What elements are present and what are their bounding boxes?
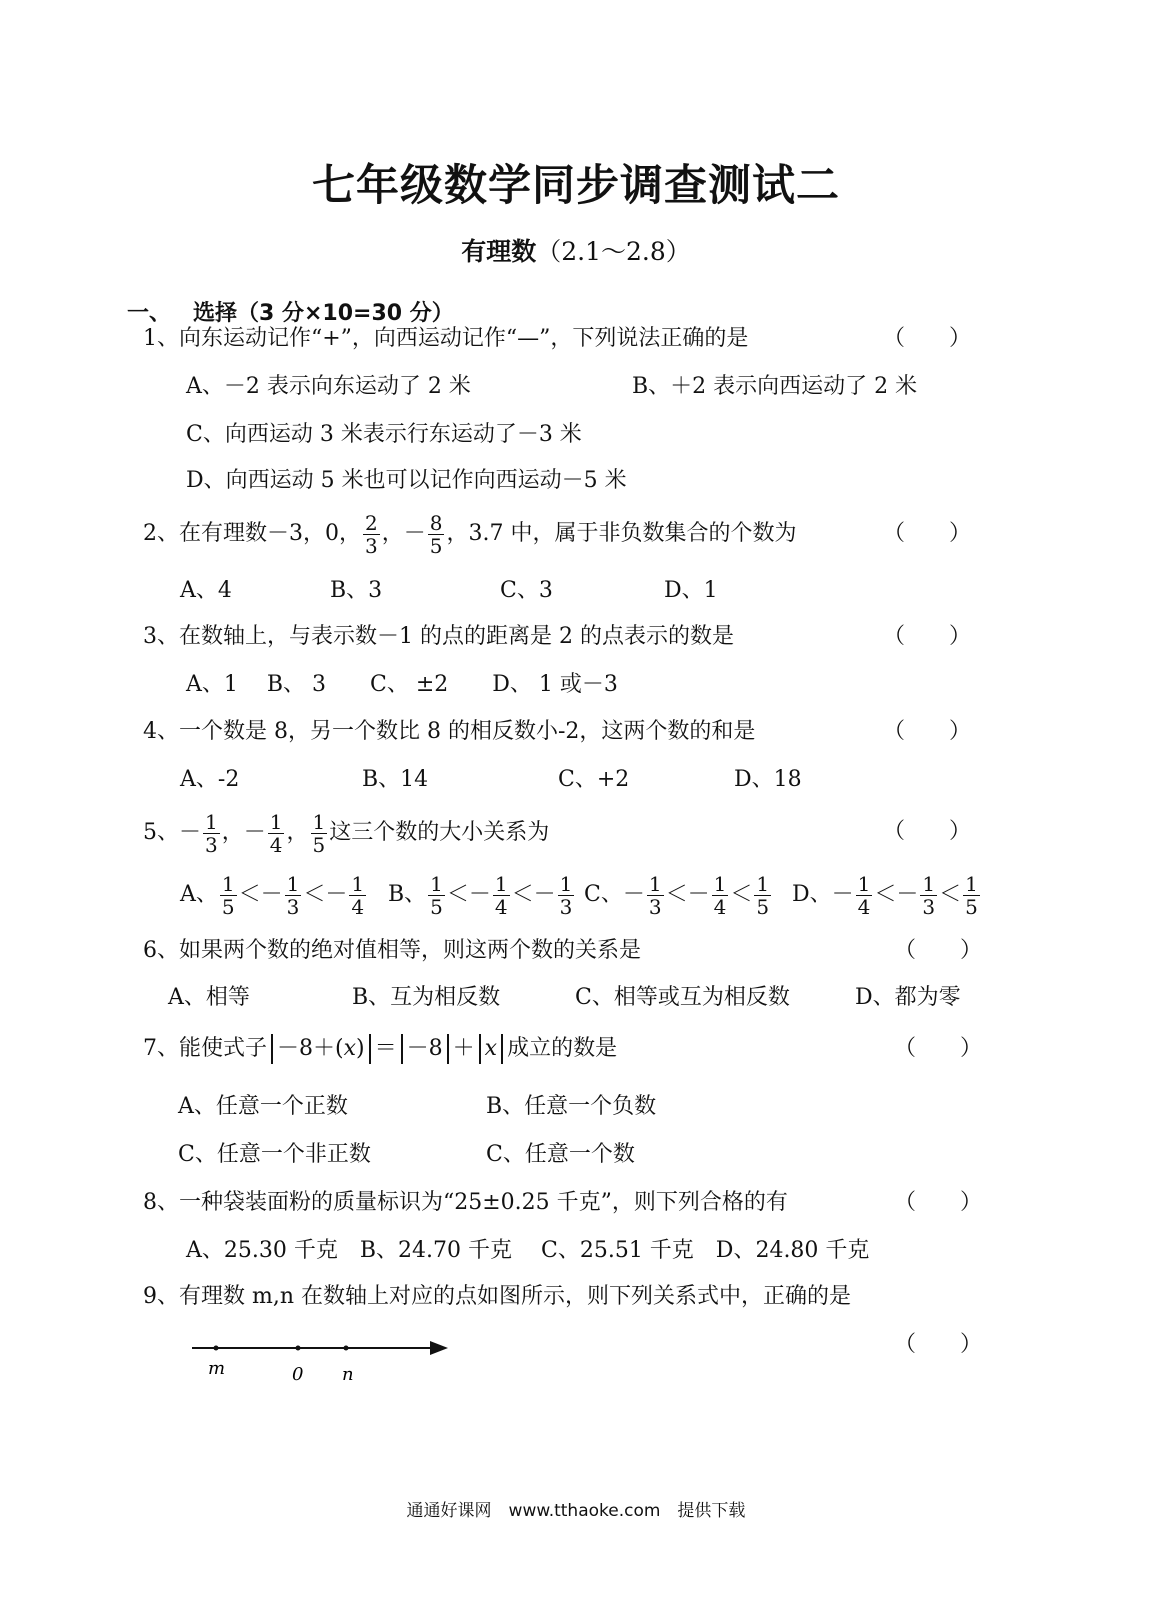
q7-option-a: A、任意一个正数 xyxy=(178,1094,348,1119)
q4-option-d: D、18 xyxy=(734,767,802,792)
q6-option-a: A、相等 xyxy=(168,985,250,1010)
q5-c-op2: ＜ xyxy=(730,882,753,907)
q7-option-d: C、任意一个数 xyxy=(486,1142,635,1167)
abs-bar-5 xyxy=(479,1034,481,1064)
q5-c-f2-d: 4 xyxy=(713,894,727,919)
q5-b-f3-n: 1 xyxy=(559,871,573,896)
q1-option-a: A、－2 表示向东运动了 2 米 xyxy=(186,374,471,399)
q5-c-f2-n: 1 xyxy=(713,871,727,896)
q7-expr-1: －8＋( xyxy=(277,1036,344,1061)
q7-expr-2: ) xyxy=(356,1036,365,1061)
q4-option-a: A、-2 xyxy=(180,767,240,792)
q5-c-label: C、 xyxy=(584,882,623,907)
abs-bar-2 xyxy=(369,1034,371,1064)
q4-option-b: B、14 xyxy=(362,767,429,792)
q5-d-f1-n: 1 xyxy=(857,871,871,896)
q7-stem-pre: 7、能使式子 xyxy=(143,1036,267,1061)
q5-c-op1: ＜－ xyxy=(665,882,710,907)
q5-b-f1 xyxy=(428,873,445,918)
q4-stem: 4、一个数是 8，另一个数比 8 的相反数小-2，这两个数的和是 xyxy=(143,719,756,744)
q4-answer-blank: （ ） xyxy=(883,719,972,744)
q7-answer-blank: （ ） xyxy=(894,1036,983,1061)
q5-option-b xyxy=(388,868,576,922)
q5-b-op1: ＜－ xyxy=(446,882,491,907)
q5-d-f3-n: 1 xyxy=(965,871,978,896)
q5-a-op2: ＜－ xyxy=(303,882,348,907)
number-line-arrow xyxy=(430,1341,448,1355)
q5-c-f3-d: 5 xyxy=(756,894,770,919)
label-m: m xyxy=(208,1358,226,1379)
q7-var-x-1: x xyxy=(343,1036,357,1061)
q1-answer-blank: （ ） xyxy=(883,326,972,351)
q5-option-a xyxy=(180,868,368,922)
q5-b-f2-n: 1 xyxy=(494,871,508,896)
q5-option-c xyxy=(584,868,773,922)
q5-frac-1-4 xyxy=(268,811,285,856)
q6-option-c: C、相等或互为相反数 xyxy=(575,985,790,1010)
q5-a-op1: ＜－ xyxy=(238,882,283,907)
q7-stem xyxy=(143,1034,617,1064)
q5-n1: 1 xyxy=(205,809,218,834)
q5-c-f1-n: 1 xyxy=(648,871,662,896)
q7-equals: ＝ xyxy=(374,1036,397,1061)
q5-a-f2 xyxy=(285,873,302,918)
q9-answer-blank: （ ） xyxy=(894,1332,983,1357)
q5-a-f1 xyxy=(220,873,237,918)
section-number: 一、 xyxy=(127,301,172,326)
q1-option-b: B、＋2 表示向西运动了 2 米 xyxy=(632,374,918,399)
q2-stem-post: ，3.7 中，属于非负数集合的个数为 xyxy=(446,521,797,546)
q5-b-op2: ＜－ xyxy=(511,882,556,907)
number-line-figure xyxy=(186,1334,466,1394)
q5-option-d xyxy=(792,868,982,922)
q2-stem-pre: 2、在有理数－3，0， xyxy=(143,521,361,546)
q5-d-f2-n: 1 xyxy=(922,871,936,896)
point-zero xyxy=(296,1346,301,1351)
q5-d2: 4 xyxy=(269,832,283,857)
q7-plus: ＋ xyxy=(452,1036,475,1061)
q5-b-f3-d: 3 xyxy=(559,894,573,919)
q5-d-op1: ＜－ xyxy=(874,882,919,907)
q5-frac-1-3 xyxy=(203,811,220,856)
q1-option-d: D、向西运动 5 米也可以记作向西运动－5 米 xyxy=(186,468,627,493)
q5-a-f2-n: 1 xyxy=(286,871,300,896)
q5-c-f3 xyxy=(754,873,771,918)
point-m xyxy=(214,1346,219,1351)
q5-answer-blank: （ ） xyxy=(883,819,972,844)
q5-sep2: ， xyxy=(286,820,309,845)
subtitle-range: （2.1～2.8） xyxy=(536,237,691,266)
q5-a-label: A、 xyxy=(180,882,218,907)
q5-d-f2 xyxy=(920,873,937,918)
q5-a-f1-n: 1 xyxy=(221,871,235,896)
q5-b-label: B、 xyxy=(388,882,427,907)
q2-f1-numerator: 2 xyxy=(365,510,378,535)
q5-c-f3-n: 1 xyxy=(756,871,770,896)
q7-option-c: C、任意一个非正数 xyxy=(178,1142,371,1167)
q6-option-b: B、互为相反数 xyxy=(352,985,501,1010)
q5-n3: 1 xyxy=(312,809,326,834)
q8-options: A、25.30 千克 B、24.70 千克 C、25.51 千克 D、24.80 千克 xyxy=(186,1238,870,1263)
q5-d3: 5 xyxy=(312,832,326,857)
q5-n2: 1 xyxy=(269,809,283,834)
q5-a-f3-d: 4 xyxy=(351,894,365,919)
page-subtitle xyxy=(0,232,1152,268)
q2-option-c: C、3 xyxy=(500,578,553,603)
q5-frac-1-5 xyxy=(311,811,328,856)
q5-d-f1-d: 4 xyxy=(857,894,871,919)
q5-a-f3-n: 1 xyxy=(351,871,365,896)
page-title: 七年级数学同步调查测试二 xyxy=(312,161,840,211)
q7-expr-3: －8 xyxy=(406,1036,443,1061)
q2-f1-denominator: 3 xyxy=(365,533,378,558)
q3-answer-blank: （ ） xyxy=(883,624,972,649)
q5-d-f3-d: 5 xyxy=(965,894,978,919)
q7-stem-post: 成立的数是 xyxy=(507,1036,618,1061)
q5-d-op2: ＜ xyxy=(939,882,962,907)
q5-stem xyxy=(143,806,549,860)
q5-d-f2-d: 3 xyxy=(922,894,936,919)
abs-bar-3 xyxy=(401,1034,403,1064)
q4-option-c: C、+2 xyxy=(558,767,630,792)
q9-stem: 9、有理数 m,n 在数轴上对应的点如图所示，则下列关系式中，正确的是 xyxy=(143,1284,852,1309)
q5-c-neg: － xyxy=(622,882,645,907)
q7-option-b: B、任意一个负数 xyxy=(486,1094,657,1119)
q1-option-c: C、向西运动 3 米表示行东运动了－3 米 xyxy=(186,422,582,447)
q8-answer-blank: （ ） xyxy=(894,1190,983,1215)
q5-b-f1-n: 1 xyxy=(430,871,443,896)
q5-a-f3 xyxy=(349,873,366,918)
q5-neg1: 5、－ xyxy=(143,820,201,845)
q2-f2-numerator: 8 xyxy=(429,510,443,535)
q6-answer-blank: （ ） xyxy=(894,938,983,963)
q7-var-x-2: x xyxy=(484,1036,498,1061)
q5-b-f3 xyxy=(558,873,575,918)
page-footer: 通通好课网 www.tthaoke.com 提供下载 xyxy=(406,1501,746,1521)
q5-c-f1-d: 3 xyxy=(648,894,662,919)
q5-d-f3 xyxy=(963,873,980,918)
q5-b-f2-d: 4 xyxy=(494,894,508,919)
subtitle-topic: 有理数 xyxy=(461,237,537,266)
section-label: 选择（3 分×10=30 分） xyxy=(193,301,454,326)
q5-a-f1-d: 5 xyxy=(221,894,235,919)
q5-d-label: D、 xyxy=(792,882,832,907)
q5-sep1: ，－ xyxy=(221,820,266,845)
q2-neg: ，－ xyxy=(381,521,426,546)
abs-bar-1 xyxy=(271,1034,273,1064)
q1-stem: 1、向东运动记作“+”，向西运动记作“—”，下列说法正确的是 xyxy=(143,326,749,351)
q3-stem: 3、在数轴上，与表示数－1 的点的距离是 2 的点表示的数是 xyxy=(143,624,734,649)
q2-f2-denominator: 5 xyxy=(429,533,443,558)
q5-stem-post: 这三个数的大小关系为 xyxy=(329,820,550,845)
q2-option-a: A、4 xyxy=(180,578,232,603)
q3-options: A、1 B、 3 C、 ±2 D、 1 或－3 xyxy=(186,672,618,697)
section-heading xyxy=(127,296,454,327)
q2-option-d: D、1 xyxy=(664,578,718,603)
q6-stem: 6、如果两个数的绝对值相等，则这两个数的关系是 xyxy=(143,938,641,963)
q5-d-f1 xyxy=(856,873,873,918)
abs-bar-6 xyxy=(501,1034,503,1064)
q5-b-f2 xyxy=(493,873,510,918)
q5-d1: 3 xyxy=(205,832,218,857)
q2-stem xyxy=(143,506,796,562)
q2-fraction-2-3 xyxy=(363,512,380,557)
q5-c-f2 xyxy=(712,873,729,918)
q5-b-f1-d: 5 xyxy=(430,894,443,919)
q8-stem: 8、一种袋装面粉的质量标识为“25±0.25 千克”，则下列合格的有 xyxy=(143,1190,788,1215)
point-n xyxy=(344,1346,349,1351)
q5-d-neg: － xyxy=(831,882,854,907)
q6-option-d: D、都为零 xyxy=(855,985,961,1010)
q2-option-b: B、3 xyxy=(330,578,383,603)
q2-fraction-8-5 xyxy=(428,512,445,557)
label-zero: 0 xyxy=(292,1364,304,1385)
q5-c-f1 xyxy=(647,873,664,918)
abs-bar-4 xyxy=(447,1034,449,1064)
q2-answer-blank: （ ） xyxy=(883,521,972,546)
q5-a-f2-d: 3 xyxy=(286,894,300,919)
label-n: n xyxy=(342,1364,354,1385)
